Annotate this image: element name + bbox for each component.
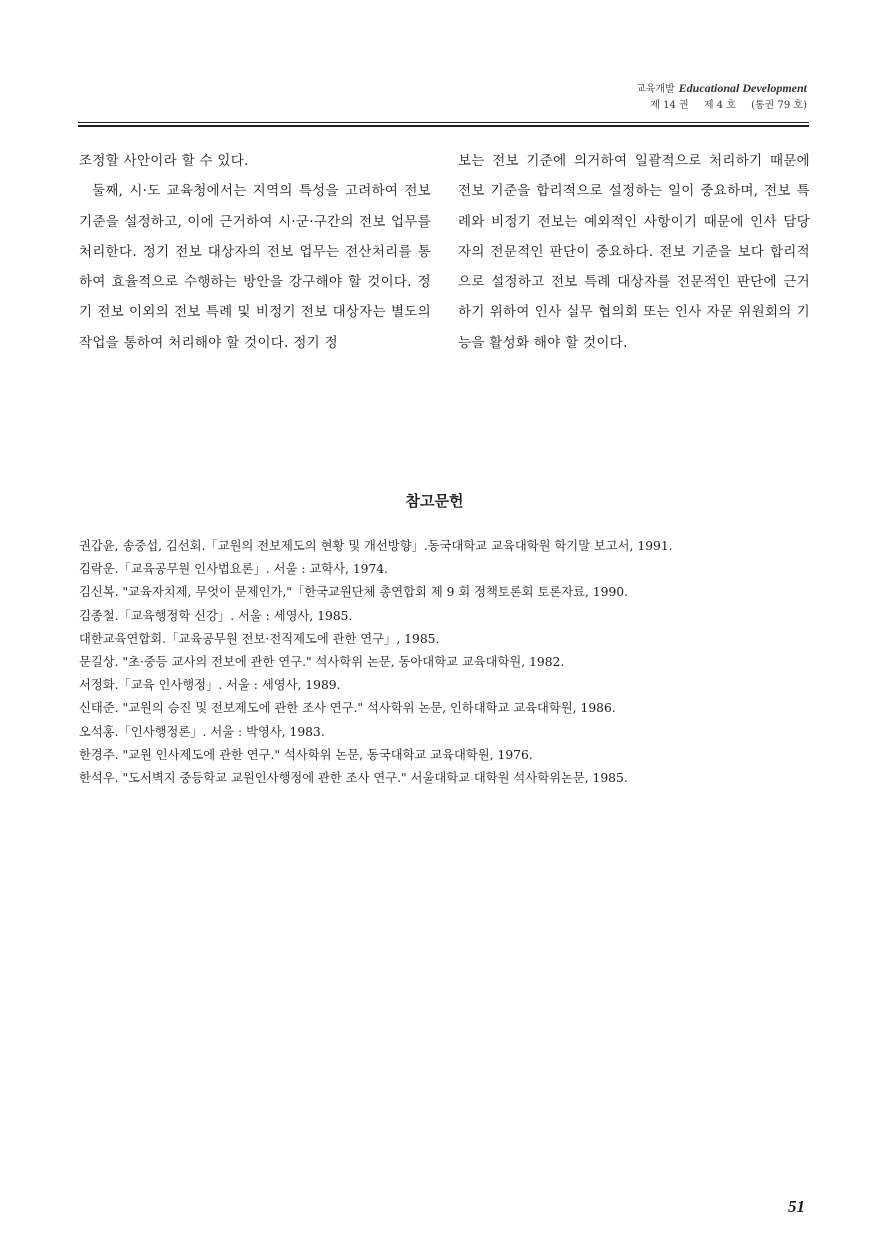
references-heading: 참고문헌 (405, 492, 464, 510)
references-list (79, 535, 809, 790)
body-column-right (458, 146, 810, 358)
reference-item: 권갑윤, 송중섭, 김선회.「교원의 전보제도의 현황 및 개선방향」.동국대학교 교육대학원 학기말 보고서, 1991. (79, 539, 673, 553)
body-column-left (79, 146, 431, 358)
journal-title (547, 80, 807, 98)
reference-item: 서정화.「교육 인사행정」. 서울 : 세영사, 1989. (79, 678, 341, 693)
reference-item: 김락운.「교육공무원 인사법요론」. 서울 : 교학사, 1974. (79, 562, 389, 577)
volume-label: 제 14 권 (650, 100, 689, 111)
page-number: 51 (788, 1197, 805, 1216)
running-header (547, 80, 807, 114)
reference-item: 한석우. "도서벽지 중등학교 교원인사행정에 관한 조사 연구." 서울대학교 대학원 석사학위논문, 1985. (79, 771, 628, 786)
issue-label: 제 4 호 (703, 100, 736, 111)
paragraph: 보는 전보 기준에 의거하여 일괄적으로 처리하기 때문에 전보 기준을 합리적으로 설정하는 일이 중요하며, 전보 특례와 비정기 전보는 예외적인 사항이기 때문에 인사 담당자의 전문적인 판단이 중요하다. 전보 기준을 보다 합리적으로 설정하고 전보 특례 대상자를 전문적인 판단에 근거하기 위하여 인사 실무 협의회 또는 인사 자문 위원회의 기능을 활성화 해야 할 것이다. (458, 153, 810, 351)
reference-item: 대한교육연합회.「교육공무원 전보·전직제도에 관한 연구」, 1985. (79, 631, 440, 646)
paragraph: 둘째, 시·도 교육청에서는 지역의 특성을 고려하여 전보 기준을 설정하고, 이에 근거하여 시·군·구간의 전보 업무를 처리한다. 정기 전보 대상자의 전보 업무는 전산처리를 통하여 효율적으로 수행하는 방안을 강구해야 할 것이다. 정기 전보 이외의 전보 특례 및 비정기 전보 대상자는 별도의 작업을 통하여 처리해야 할 것이다. 정기 정 (79, 183, 431, 351)
reference-item: 김종철.「교육행정학 신강」. 서울 : 세영사, 1985. (79, 608, 353, 623)
journal-title-korean: 교육개발 (636, 84, 675, 95)
issue-info (547, 98, 807, 114)
reference-item: 오석홍.「인사행정론」. 서울 : 박영사, 1983. (79, 724, 325, 739)
journal-title-english: Educational Development (678, 81, 807, 95)
paragraph: 조정할 사안이라 할 수 있다. (79, 153, 249, 169)
reference-item: 한경주. "교원 인사제도에 관한 연구." 석사학위 논문, 동국대학교 교육대학원, 1976. (79, 747, 533, 762)
reference-item: 김신복. "교육자치제, 무엇이 문제인가,"「한국교원단체 총연합회 제 9 회 정책토론회 토론자료, 1990. (79, 585, 628, 600)
reference-item: 신태준. "교원의 승진 및 전보제도에 관한 조사 연구." 석사학위 논문, 인하대학교 교육대학원, 1986. (79, 701, 616, 716)
total-issue-label: (통권 79 호) (751, 100, 807, 111)
header-rule (78, 122, 809, 127)
reference-item: 문길상. "초·중등 교사의 전보에 관한 연구." 석사학위 논문, 동아대학교 교육대학원, 1982. (79, 655, 565, 670)
